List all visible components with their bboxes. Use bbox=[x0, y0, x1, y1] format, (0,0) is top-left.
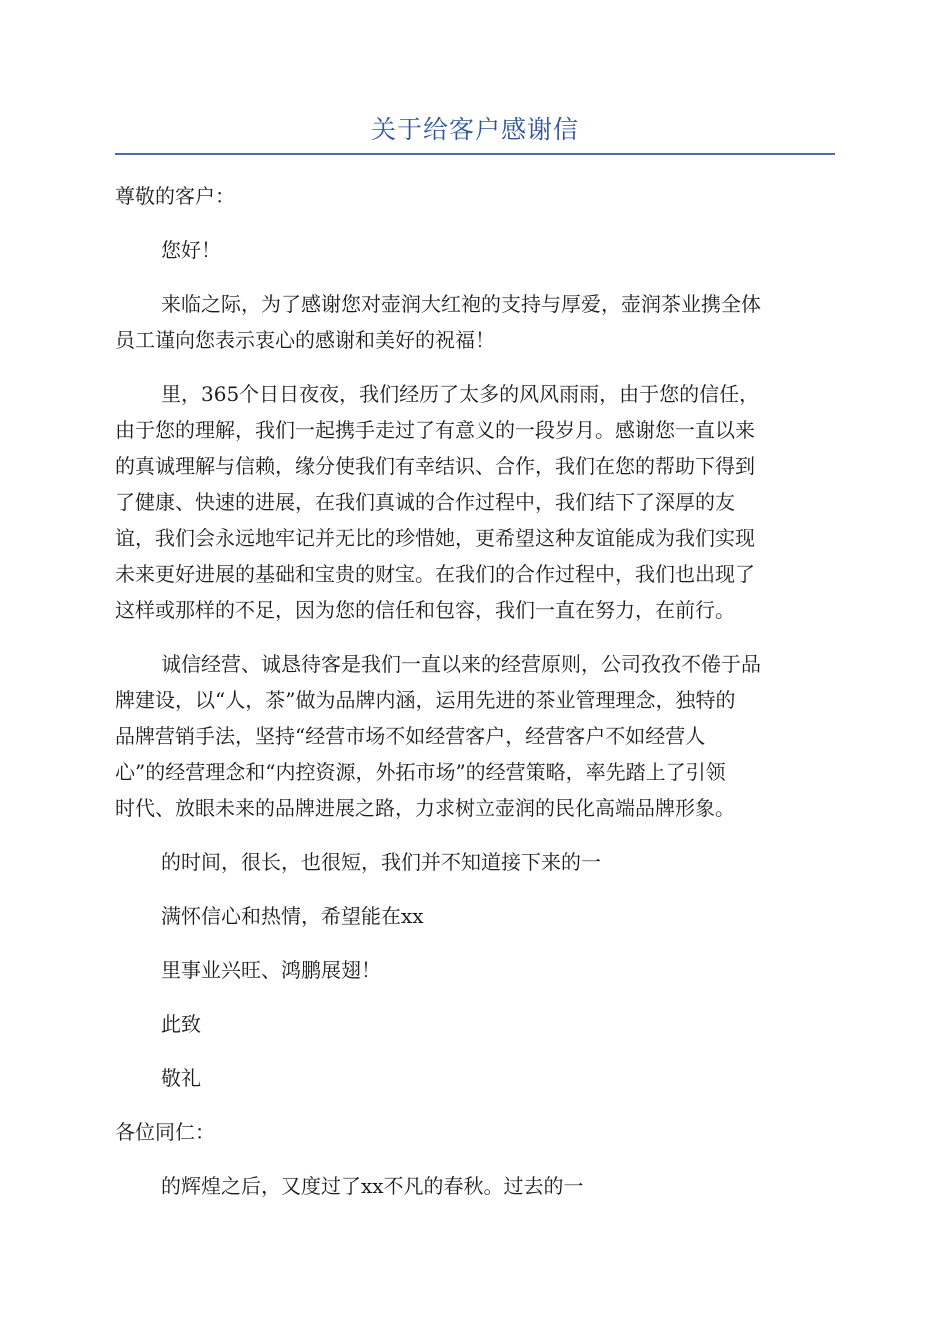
closing-line-2: 敬礼 bbox=[161, 1066, 201, 1090]
paragraph-7: 的辉煌之后，又度过了xx不凡的春秋。过去的一 bbox=[161, 1174, 584, 1198]
paragraph-line: 来临之际，为了感谢您对壶润大红袍的支持与厚爱，壶润茶业携全体 bbox=[161, 292, 761, 316]
paragraph-line: 里，365个日日夜夜，我们经历了太多的风风雨雨，由于您的信任， bbox=[161, 382, 760, 406]
title-divider bbox=[115, 153, 835, 155]
paragraph-line: 未来更好进展的基础和宝贵的财宝。在我们的合作过程中，我们也出现了 bbox=[115, 562, 755, 586]
paragraph-line: 这样或那样的不足，因为您的信任和包容，我们一直在努力，在前行。 bbox=[115, 598, 735, 622]
closing-line-1: 此致 bbox=[161, 1012, 201, 1036]
salutation: 尊敬的客户： bbox=[115, 184, 235, 208]
paragraph-line: 由于您的理解，我们一起携手走过了有意义的一段岁月。感谢您一直以来 bbox=[115, 418, 755, 442]
letter-body bbox=[115, 178, 835, 1204]
paragraph-6: 里事业兴旺、鸿鹏展翅！ bbox=[161, 958, 381, 982]
paragraph-line: 心”的经营理念和“内控资源，外拓市场”的经营策略，率先踏上了引领 bbox=[115, 760, 726, 784]
greeting: 您好！ bbox=[161, 238, 221, 262]
paragraph-line: 诚信经营、诚恳待客是我们一直以来的经营原则，公司孜孜不倦于品 bbox=[161, 652, 761, 676]
salutation-2: 各位同仁： bbox=[115, 1120, 215, 1144]
paragraph-4: 的时间，很长，也很短，我们并不知道接下来的一 bbox=[161, 850, 601, 874]
paragraph-2 bbox=[115, 376, 835, 628]
paragraph-line: 谊，我们会永远地牢记并无比的珍惜她，更希望这种友谊能成为我们实现 bbox=[115, 526, 755, 550]
paragraph-line: 牌建设，以“人，茶”做为品牌内涵，运用先进的茶业管理理念，独特的 bbox=[115, 688, 736, 712]
paragraph-line: 时代、放眼未来的品牌进展之路，力求树立壶润的民化高端品牌形象。 bbox=[115, 796, 735, 820]
page-title: 关于给客户感谢信 bbox=[370, 115, 579, 144]
paragraph-3 bbox=[115, 646, 835, 826]
paragraph-5: 满怀信心和热情，希望能在xx bbox=[161, 904, 424, 928]
paragraph-line: 的真诚理解与信赖，缘分使我们有幸结识、合作，我们在您的帮助下得到 bbox=[115, 454, 755, 478]
paragraph-line: 了健康、快速的进展，在我们真诚的合作过程中，我们结下了深厚的友 bbox=[115, 490, 735, 514]
paragraph-line: 员工谨向您表示衷心的感谢和美好的祝福！ bbox=[115, 328, 495, 352]
paragraph-1 bbox=[115, 286, 835, 358]
paragraph-line: 品牌营销手法，坚持“经营市场不如经营客户，经营客户不如经营人 bbox=[115, 724, 706, 748]
